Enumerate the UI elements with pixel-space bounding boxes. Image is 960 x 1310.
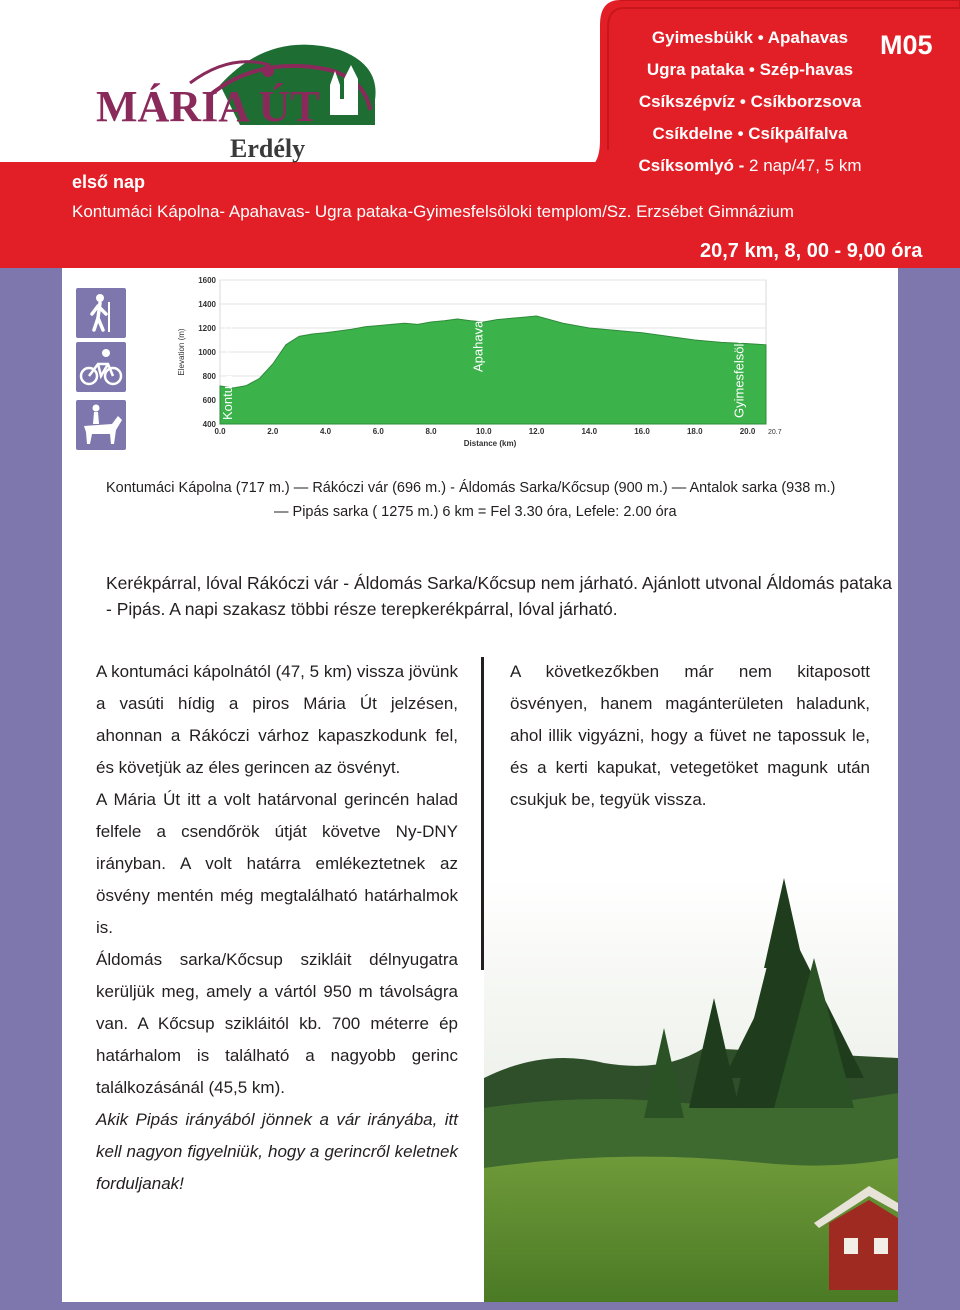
y-tick-label: 1000 [198, 348, 216, 357]
day-label: első nap [72, 172, 146, 192]
x-tick-label: 0.0 [214, 427, 226, 436]
route-line-3: Csíkszépvíz • Csíkborzsova [638, 92, 862, 111]
route-code: M05 [880, 30, 933, 60]
x-tick-label: 8.0 [425, 427, 437, 436]
x-tick-label: 6.0 [372, 427, 384, 436]
route-line-2: Ugra pataka • Szép-havas [646, 60, 854, 79]
place-label-start: Kontumáci Kápolna [219, 307, 235, 420]
paragraph: A Mária Út itt a volt határvonal gerincén halad felfele a csendőrök útját követve Ny-DNY irányban. A volt határra emlékeztetnek az ösvény mentén még megtalálható határhalmok is. [96, 790, 458, 937]
route-summary: 2 nap/47, 5 km [749, 156, 862, 175]
x-tick-label: 2.0 [267, 427, 279, 436]
route-line-1: Gyimesbükk • Apahavas [651, 28, 849, 47]
x-tick-label: 14.0 [581, 427, 598, 436]
warning-text: Akik Pipás irányából jönnek a vár irányába, itt kell nagyon figyelniük, hogy a gerincről keletnek forduljanak! [96, 1110, 458, 1193]
x-axis-label: Distance (km) [463, 439, 517, 448]
route-stops [600, 22, 900, 182]
elevation-profile-chart [170, 272, 785, 452]
x-tick-label: 16.0 [634, 427, 650, 436]
hiker-icon [74, 286, 128, 340]
y-tick-label: 1200 [198, 324, 216, 333]
place-label-end: Gyimesfelsölok [731, 329, 747, 418]
x-tick-label: 12.0 [528, 427, 545, 436]
y-tick-label: 400 [202, 420, 216, 429]
route-line-5 [600, 150, 900, 182]
distance-time: 20,7 km, 8, 00 - 9,00 óra [700, 240, 923, 262]
stations-list [106, 476, 896, 524]
purple-frame-bottom [0, 1302, 960, 1310]
x-tick-label: 10.0 [475, 427, 492, 436]
stations-line-1: Kontumáci Kápolna (717 m.) — Rákóczi vár (696 m.) - Áldomás Sarka/Kőcsup (900 m.) — Antalok sarka (938 m.) [106, 480, 836, 496]
warning-paragraph [96, 1104, 458, 1200]
x-tick-label: 18.0 [686, 427, 703, 436]
maria-ut-logo [90, 25, 390, 170]
y-tick-label: 1400 [198, 300, 216, 309]
x-end-label: 20.7 [768, 429, 782, 436]
x-tick-labels [214, 427, 781, 436]
logo-subtitle: Erdély [230, 134, 306, 163]
stations-line-2: — Pipás sarka ( 1275 m.) 6 km = Fel 3.30 óra, Lefele: 2.00 óra [274, 504, 677, 520]
paragraph: Áldomás sarka/Kőcsup szikláit délnyugatra kerüljük meg, amely a vártól 950 m távolságra van. A Kőcsup szikláitól kb. 700 méterre ép határhalom is található a nagyobb gerinc találkozásánál (45,5 km). [96, 950, 458, 1097]
bicycle-icon [74, 340, 128, 394]
purple-frame-left [0, 222, 62, 1310]
x-tick-label: 4.0 [319, 427, 332, 436]
y-tick-label: 600 [202, 396, 216, 405]
route-description: Kontumáci Kápolna- Apahavas- Ugra pataka-Gyimesfelsöloki templom/Sz. Erzsébet Gimnázium [72, 202, 794, 221]
y-tick-label: 800 [202, 372, 216, 381]
place-label-apahavas: Apahavas [470, 314, 486, 372]
accessibility-note: Kerékpárral, lóval Rákóczi vár - Áldomás Sarka/Kőcsup nem járható. Ajánlott utvonal Áldomás pataka - Pipás. A napi szakasz többi része terepkerékpárral, lóval járható. [106, 573, 892, 619]
horse-rider-icon [74, 398, 128, 452]
y-tick-label: 1600 [198, 276, 216, 285]
description-left-column [96, 656, 458, 1200]
x-tick-label: 20.0 [739, 427, 756, 436]
paragraph: A kontumáci kápolnától (47, 5 km) vissza jövünk a vasúti hídig a piros Mária Út jelzésen, ahonnan a Rákóczi várhoz kapaszkodunk fel, és követjük az éles gerincen az ösvényt. [96, 662, 458, 777]
logo-title: MÁRIA ÚT [96, 82, 320, 131]
description-right-column: A következőkben már nem kitaposott ösvényen, hanem magánterületen haladunk, ahol illik vigyázni, hogy a füvet ne tapossuk le, és a kerti kapukat, vetegetöket magunk után csukjuk be, tegyük vissza. [510, 662, 870, 809]
y-axis-label: Elevation (m) [177, 328, 186, 376]
landscape-photo [484, 878, 898, 1302]
route-final-stop: Csíksomlyó - [638, 156, 745, 175]
purple-frame-right [898, 222, 960, 1310]
y-tick-labels [198, 276, 216, 429]
route-line-4: Csíkdelne • Csíkpálfalva [652, 124, 848, 143]
